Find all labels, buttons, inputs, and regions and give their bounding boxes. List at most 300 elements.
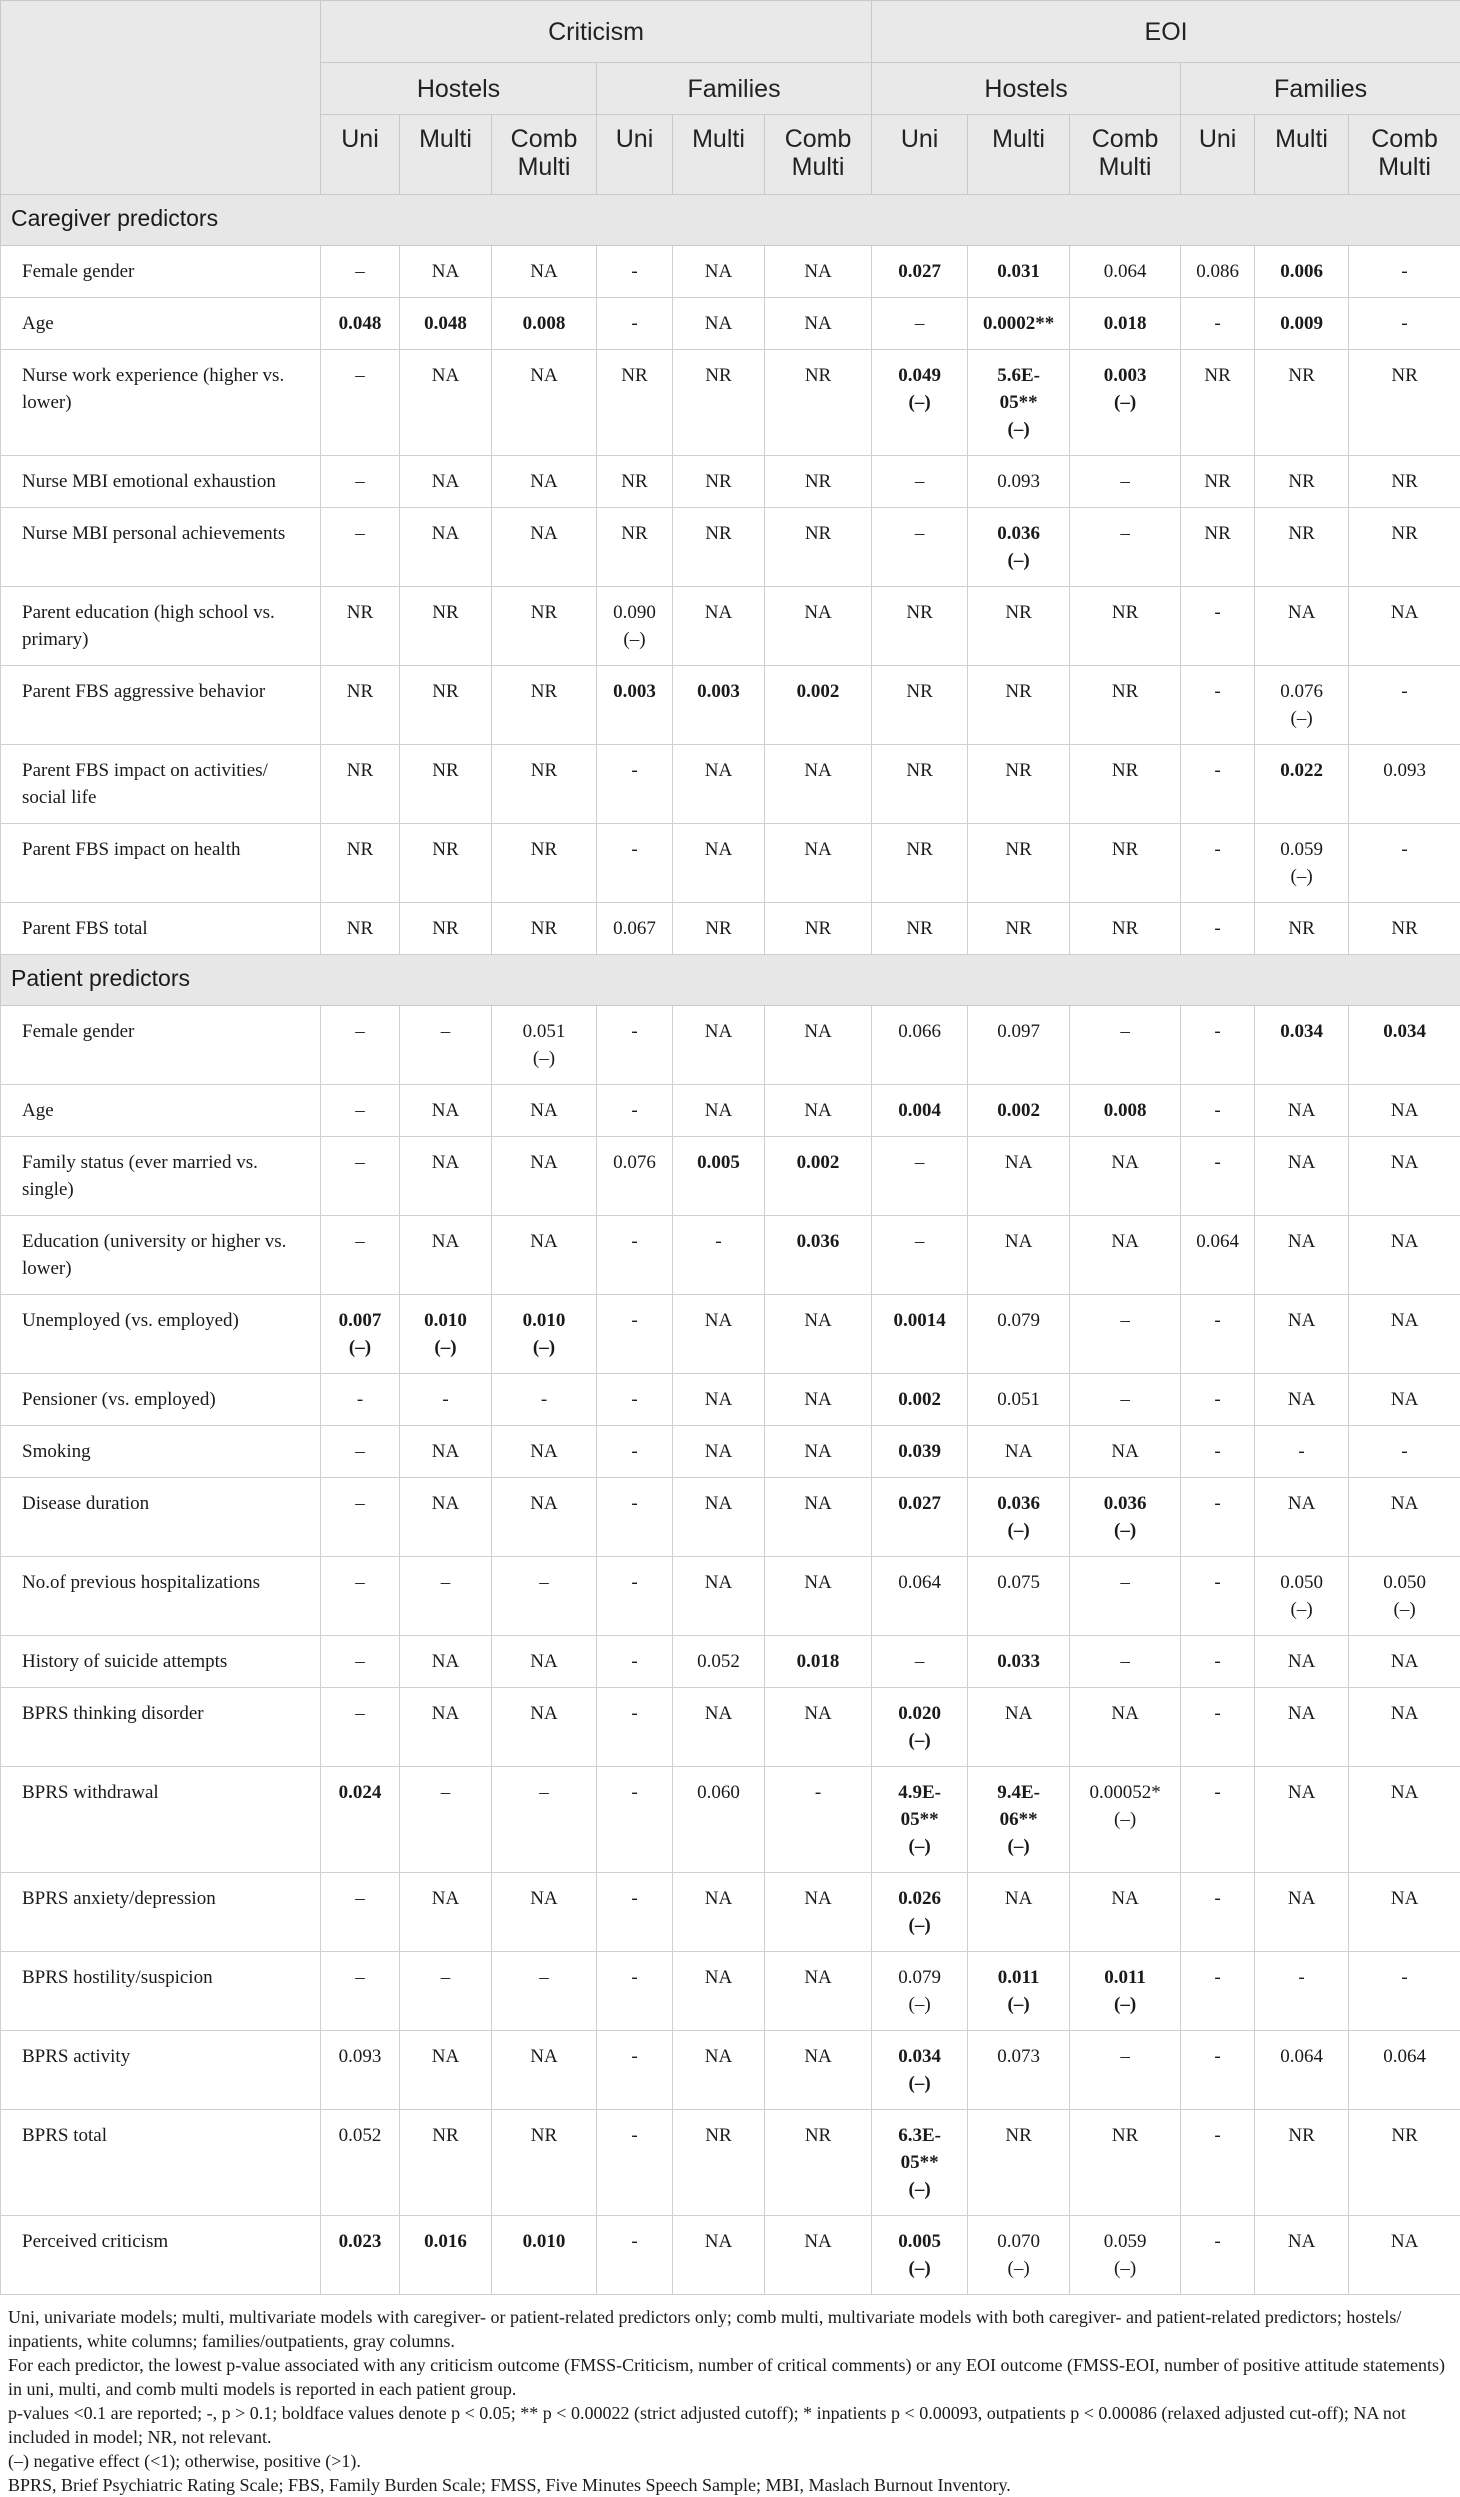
table-cell <box>492 1636 597 1688</box>
table-cell <box>1070 903 1181 955</box>
table-cell <box>597 2216 673 2295</box>
cell-line: 0.010 <box>496 1307 592 1334</box>
table-cell <box>1349 824 1460 903</box>
table-cell <box>765 903 872 955</box>
table-cell <box>968 1137 1070 1216</box>
cell-line: NA <box>769 1700 867 1727</box>
cell-line: NA <box>769 1307 867 1334</box>
cell-line: NR <box>876 915 963 942</box>
table-cell <box>1349 298 1460 350</box>
cell-line: - <box>1185 1779 1250 1806</box>
table-cell <box>765 1295 872 1374</box>
cell-line: 06** <box>972 1806 1065 1833</box>
table-cell <box>673 1478 765 1557</box>
table-cell <box>400 1952 492 2031</box>
table-cell <box>597 456 673 508</box>
column-header: Comb Multi <box>1349 115 1460 195</box>
table-cell <box>1255 1426 1349 1478</box>
table-cell <box>321 824 400 903</box>
cell-line: NA <box>496 362 592 389</box>
table-cell <box>968 1873 1070 1952</box>
predictor-label: Pensioner (vs. employed) <box>1 1374 321 1426</box>
column-header: Uni <box>321 115 400 195</box>
table-cell <box>1349 1767 1460 1873</box>
cell-line: - <box>601 1386 668 1413</box>
table-header <box>1 1 1460 195</box>
header-subgroup-eoi-hostels: Hostels <box>872 63 1181 115</box>
table-row <box>1 1873 1460 1952</box>
table-cell <box>400 824 492 903</box>
cell-line: (–) <box>1259 863 1344 890</box>
cell-line: 0.036 <box>972 520 1065 547</box>
table-cell <box>1181 2031 1255 2110</box>
table-cell <box>321 1085 400 1137</box>
table-cell <box>1349 1873 1460 1952</box>
cell-line: – <box>404 1779 487 1806</box>
table-cell <box>872 1873 968 1952</box>
table-cell <box>400 1085 492 1137</box>
cell-line: – <box>325 1700 395 1727</box>
table-row <box>1 1426 1460 1478</box>
cell-line: 6.3E- <box>876 2122 963 2149</box>
cell-line: NR <box>325 678 395 705</box>
cell-line: - <box>1353 1964 1456 1991</box>
table-cell <box>765 1557 872 1636</box>
table-cell <box>1349 1137 1460 1216</box>
footnote: p-values <0.1 are reported; -, p > 0.1; boldface values denote p < 0.05; ** p < 0.00022 (strict adjusted cutoff); * inpatients p < 0.00093, outpatients p < 0.00086 (relaxed adjusted cut-off); NA not included in model; NR, not relevant. <box>8 2401 1452 2449</box>
cell-line: 0.049 <box>876 362 963 389</box>
cell-line: NA <box>677 1700 760 1727</box>
table-cell <box>765 745 872 824</box>
cell-line: (–) <box>496 1045 592 1072</box>
cell-line: – <box>404 1964 487 1991</box>
table-cell <box>1255 745 1349 824</box>
table-row <box>1 2110 1460 2216</box>
table-cell <box>765 1478 872 1557</box>
predictor-label: Nurse MBI personal achievements <box>1 508 321 587</box>
table-cell <box>321 1295 400 1374</box>
table-cell <box>1255 456 1349 508</box>
cell-line: 0.076 <box>1259 678 1344 705</box>
cell-line: NR <box>1074 599 1176 626</box>
cell-line: – <box>325 1018 395 1045</box>
predictor-label: History of suicide attempts <box>1 1636 321 1688</box>
table-cell <box>872 1006 968 1085</box>
cell-line: NR <box>677 468 760 495</box>
predictor-label: Disease duration <box>1 1478 321 1557</box>
cell-line: NR <box>769 2122 867 2149</box>
table-cell <box>321 745 400 824</box>
table-cell <box>1255 298 1349 350</box>
table-cell <box>968 587 1070 666</box>
table-cell <box>968 246 1070 298</box>
table-cell <box>400 1636 492 1688</box>
column-header: Multi <box>1255 115 1349 195</box>
cell-line: – <box>325 1097 395 1124</box>
cell-line: NA <box>404 1228 487 1255</box>
table-cell <box>597 587 673 666</box>
table-cell <box>1349 1426 1460 1478</box>
cell-line: NA <box>404 1648 487 1675</box>
table-cell <box>1181 1952 1255 2031</box>
cell-line: - <box>1259 1438 1344 1465</box>
table-cell <box>765 1952 872 2031</box>
cell-line: - <box>601 1438 668 1465</box>
cell-line: NA <box>677 1569 760 1596</box>
table-cell <box>765 246 872 298</box>
table-cell <box>1255 1557 1349 1636</box>
table-row <box>1 1006 1460 1085</box>
table-cell <box>400 1767 492 1873</box>
cell-line: NR <box>325 757 395 784</box>
cell-line: NA <box>1259 1490 1344 1517</box>
cell-line: - <box>601 2043 668 2070</box>
table-cell <box>1181 1374 1255 1426</box>
cell-line: - <box>601 1490 668 1517</box>
table-cell <box>872 508 968 587</box>
table-cell <box>1181 1006 1255 1085</box>
table-row <box>1 587 1460 666</box>
table-cell <box>872 1557 968 1636</box>
cell-line: - <box>1185 1097 1250 1124</box>
table-cell <box>872 2031 968 2110</box>
table-row <box>1 1767 1460 1873</box>
cell-line: – <box>1074 1648 1176 1675</box>
cell-line: NA <box>496 1885 592 1912</box>
cell-line: - <box>601 1097 668 1124</box>
cell-line: NA <box>972 1228 1065 1255</box>
cell-line: NA <box>496 1149 592 1176</box>
table-cell <box>321 1688 400 1767</box>
cell-line: NR <box>769 915 867 942</box>
cell-line: NA <box>769 1018 867 1045</box>
cell-line: NA <box>1259 1228 1344 1255</box>
cell-line: NR <box>325 915 395 942</box>
cell-line: - <box>1353 1438 1456 1465</box>
table-cell <box>400 1374 492 1426</box>
table-cell <box>597 350 673 456</box>
predictor-label: Female gender <box>1 1006 321 1085</box>
table-cell <box>968 666 1070 745</box>
cell-line: NR <box>1353 2122 1456 2149</box>
table-cell <box>968 2031 1070 2110</box>
table-cell <box>765 456 872 508</box>
table-cell <box>597 1295 673 1374</box>
cell-line: NA <box>1259 1307 1344 1334</box>
section-title: Caregiver predictors <box>1 195 1460 246</box>
table-cell <box>1349 1478 1460 1557</box>
table-cell <box>1349 1952 1460 2031</box>
table-cell <box>492 587 597 666</box>
table-cell <box>1070 1216 1181 1295</box>
table-cell <box>492 1137 597 1216</box>
column-header: Multi <box>400 115 492 195</box>
cell-line: 0.005 <box>677 1149 760 1176</box>
predictor-label: Smoking <box>1 1426 321 1478</box>
table-cell <box>765 1636 872 1688</box>
cell-line: NR <box>769 520 867 547</box>
cell-line: NA <box>404 468 487 495</box>
cell-line: - <box>601 2122 668 2149</box>
cell-line: NR <box>325 836 395 863</box>
cell-line: NA <box>404 362 487 389</box>
cell-line: 0.073 <box>972 2043 1065 2070</box>
table-cell <box>968 456 1070 508</box>
table-cell <box>765 1216 872 1295</box>
cell-line: NA <box>1353 1490 1456 1517</box>
cell-line: 0.093 <box>972 468 1065 495</box>
table-cell <box>765 2110 872 2216</box>
cell-line: NA <box>1074 1149 1176 1176</box>
cell-line: NA <box>1353 1097 1456 1124</box>
table-cell <box>872 824 968 903</box>
table-cell <box>400 745 492 824</box>
table-cell <box>872 1952 968 2031</box>
table-cell <box>321 1216 400 1295</box>
cell-line: 0.024 <box>325 1779 395 1806</box>
cell-line: NR <box>972 678 1065 705</box>
cell-line: NA <box>404 258 487 285</box>
table-cell <box>1349 903 1460 955</box>
cell-line: 0.007 <box>325 1307 395 1334</box>
table-cell <box>1070 1688 1181 1767</box>
cell-line: 0.064 <box>1259 2043 1344 2070</box>
cell-line: - <box>601 1569 668 1596</box>
cell-line: NR <box>972 915 1065 942</box>
table-cell <box>492 298 597 350</box>
cell-line: 0.039 <box>876 1438 963 1465</box>
cell-line: NA <box>1074 1228 1176 1255</box>
table-cell <box>1181 1873 1255 1952</box>
cell-line: NA <box>769 310 867 337</box>
table-cell <box>321 1952 400 2031</box>
cell-line: - <box>404 1386 487 1413</box>
cell-line: NA <box>404 1885 487 1912</box>
predictor-label: Parent education (high school vs. primary) <box>1 587 321 666</box>
cell-line: NA <box>677 310 760 337</box>
cell-line: NA <box>404 1490 487 1517</box>
predictor-label: BPRS activity <box>1 2031 321 2110</box>
predictor-label: Education (university or higher vs. lower) <box>1 1216 321 1295</box>
cell-line: - <box>601 1228 668 1255</box>
cell-line: – <box>1074 1386 1176 1413</box>
footnote: Uni, univariate models; multi, multivariate models with caregiver- or patient-related predictors only; comb multi, multivariate models with both caregiver- and patient-related predictors; hostels/ inpatients, white columns; families/outpatients, gray columns. <box>8 2305 1452 2353</box>
table-cell <box>1349 666 1460 745</box>
table-cell <box>597 1216 673 1295</box>
table-cell <box>1181 587 1255 666</box>
cell-line: 0.003 <box>677 678 760 705</box>
table-cell <box>1255 666 1349 745</box>
cell-line: NR <box>1259 362 1344 389</box>
cell-line: NR <box>1353 468 1456 495</box>
table-cell <box>321 2110 400 2216</box>
table-cell <box>673 456 765 508</box>
table-cell <box>765 1137 872 1216</box>
cell-line: - <box>1185 2228 1250 2255</box>
table-cell <box>1255 587 1349 666</box>
cell-line: NR <box>496 915 592 942</box>
cell-line: NR <box>1074 836 1176 863</box>
cell-line: - <box>601 2228 668 2255</box>
table-cell <box>1255 1688 1349 1767</box>
table-cell <box>321 1478 400 1557</box>
table-cell <box>673 1137 765 1216</box>
cell-line: 05** <box>876 1806 963 1833</box>
table-cell <box>400 1137 492 1216</box>
cell-line: 0.005 <box>876 2228 963 2255</box>
cell-line: - <box>1185 2122 1250 2149</box>
table-cell <box>872 745 968 824</box>
cell-line: NA <box>769 1097 867 1124</box>
cell-line: NA <box>677 1438 760 1465</box>
cell-line: 0.033 <box>972 1648 1065 1675</box>
cell-line: NR <box>1353 362 1456 389</box>
cell-line: 0.006 <box>1259 258 1344 285</box>
table-cell <box>872 1426 968 1478</box>
table-cell <box>597 1636 673 1688</box>
cell-line: NA <box>769 1438 867 1465</box>
cell-line: 0.034 <box>1353 1018 1456 1045</box>
cell-line: 0.010 <box>496 2228 592 2255</box>
table-cell <box>1070 2216 1181 2295</box>
table-cell <box>872 2216 968 2295</box>
table-cell <box>597 903 673 955</box>
table-cell <box>1181 508 1255 587</box>
table-cell <box>1255 824 1349 903</box>
header-group-eoi: EOI <box>872 1 1460 63</box>
cell-line: – <box>404 1018 487 1045</box>
cell-line: NA <box>404 1097 487 1124</box>
table-cell <box>1349 2110 1460 2216</box>
cell-line: 0.051 <box>972 1386 1065 1413</box>
header-subgroup-criticism-hostels: Hostels <box>321 63 597 115</box>
cell-line: - <box>1353 836 1456 863</box>
table-cell <box>673 1636 765 1688</box>
table-cell <box>872 1636 968 1688</box>
cell-line: 0.097 <box>972 1018 1065 1045</box>
table-cell <box>1255 1767 1349 1873</box>
table-cell <box>1181 1137 1255 1216</box>
cell-line: 0.050 <box>1353 1569 1456 1596</box>
table-cell <box>673 246 765 298</box>
table-cell <box>673 1374 765 1426</box>
cell-line: – <box>325 468 395 495</box>
cell-line: NA <box>1259 1648 1344 1675</box>
table-cell <box>597 1873 673 1952</box>
cell-line: NR <box>1074 2122 1176 2149</box>
cell-line: (–) <box>972 1833 1065 1860</box>
table-cell <box>1070 2110 1181 2216</box>
cell-line: 0.003 <box>601 678 668 705</box>
cell-line: 0.075 <box>972 1569 1065 1596</box>
cell-line: – <box>325 1438 395 1465</box>
table-cell <box>1255 1006 1349 1085</box>
table-cell <box>400 1688 492 1767</box>
cell-line: - <box>601 1018 668 1045</box>
table-cell <box>1181 1688 1255 1767</box>
table-cell <box>872 1688 968 1767</box>
cell-line: (–) <box>972 2255 1065 2282</box>
table-cell <box>1255 1085 1349 1137</box>
table-cell <box>1070 1426 1181 1478</box>
cell-line: NA <box>1353 1648 1456 1675</box>
predictor-label: Parent FBS impact on health <box>1 824 321 903</box>
table-cell <box>597 1006 673 1085</box>
cell-line: (–) <box>325 1334 395 1361</box>
table-cell <box>968 1374 1070 1426</box>
cell-line: NA <box>769 599 867 626</box>
cell-line: NA <box>496 1438 592 1465</box>
table-row <box>1 1688 1460 1767</box>
cell-line: NR <box>325 599 395 626</box>
table-cell <box>492 1006 597 1085</box>
cell-line: - <box>1353 258 1456 285</box>
cell-line: (–) <box>972 416 1065 443</box>
table-cell <box>1070 1006 1181 1085</box>
table-cell <box>673 1426 765 1478</box>
table-row <box>1 1374 1460 1426</box>
table-cell <box>1349 587 1460 666</box>
cell-line: NR <box>1185 362 1250 389</box>
table-cell <box>400 1478 492 1557</box>
cell-line: NR <box>496 599 592 626</box>
cell-line: - <box>1185 310 1250 337</box>
cell-line: NA <box>677 757 760 784</box>
cell-line: NA <box>677 836 760 863</box>
table-cell <box>872 903 968 955</box>
column-header: Uni <box>597 115 673 195</box>
table-cell <box>321 1137 400 1216</box>
cell-line: (–) <box>876 2176 963 2203</box>
table-cell <box>1349 1006 1460 1085</box>
table-cell <box>968 1216 1070 1295</box>
table-cell <box>492 1374 597 1426</box>
cell-line: 0.059 <box>1074 2228 1176 2255</box>
table-cell <box>1181 246 1255 298</box>
cell-line: NA <box>404 1700 487 1727</box>
cell-line: NR <box>769 362 867 389</box>
table-cell <box>673 2031 765 2110</box>
cell-line: 0.079 <box>972 1307 1065 1334</box>
cell-line: – <box>1074 2043 1176 2070</box>
cell-line: 0.060 <box>677 1779 760 1806</box>
predictor-label: BPRS anxiety/depression <box>1 1873 321 1952</box>
table-cell <box>1070 1557 1181 1636</box>
cell-line: NR <box>972 757 1065 784</box>
table-cell <box>765 666 872 745</box>
predictor-label: Parent FBS impact on activities/ social life <box>1 745 321 824</box>
cell-line: 0.093 <box>1353 757 1456 784</box>
table-cell <box>765 508 872 587</box>
table-cell <box>1181 1478 1255 1557</box>
table-cell <box>597 1688 673 1767</box>
header-group-criticism: Criticism <box>321 1 872 63</box>
table-cell <box>1349 2216 1460 2295</box>
cell-line: NA <box>769 2043 867 2070</box>
cell-line: NA <box>1353 1386 1456 1413</box>
cell-line: 0.010 <box>404 1307 487 1334</box>
table-cell <box>1181 350 1255 456</box>
table-cell <box>400 1557 492 1636</box>
cell-line: - <box>1353 310 1456 337</box>
cell-line: NA <box>769 836 867 863</box>
table-cell <box>1349 1374 1460 1426</box>
table-cell <box>1349 2031 1460 2110</box>
cell-line: NA <box>769 2228 867 2255</box>
cell-line: – <box>325 1648 395 1675</box>
table-cell <box>400 2110 492 2216</box>
table-cell <box>1255 1478 1349 1557</box>
